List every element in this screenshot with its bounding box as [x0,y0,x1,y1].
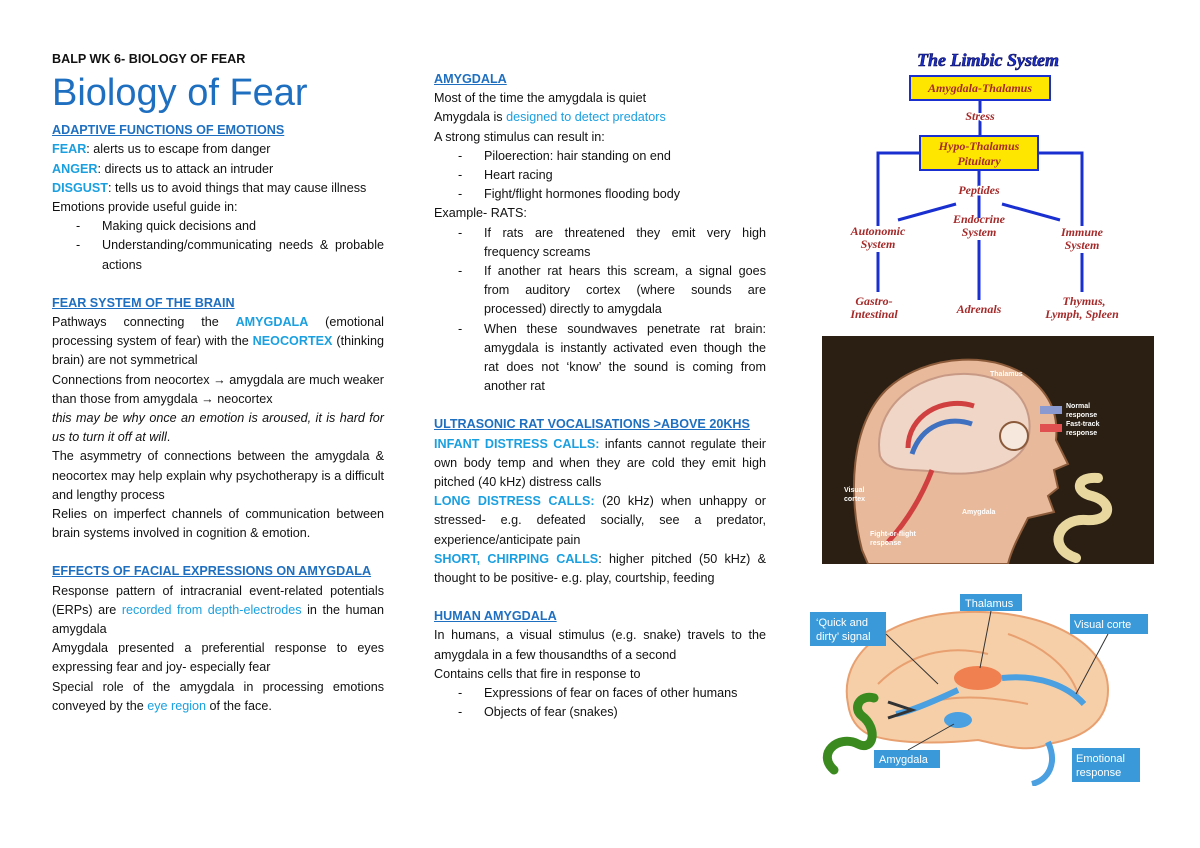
immune-label: Immune [1060,225,1104,239]
brain-amygdala-label: Amygdala [879,754,928,766]
intestinal-label: Intestinal [850,307,898,321]
cells-list [434,684,766,722]
amygdala-thalamus-label: Amygdala-Thalamus [927,81,1033,95]
erp-paragraph: Response pattern of intracranial event-related potentials (ERPs) are recorded from depth-electrodes in the human amygdala [52,583,384,637]
disgust-line: DISGUST: tells us to avoid things that may cause illness [52,180,367,195]
doc-kicker: BALP WK 6- BIOLOGY OF FEAR [52,52,246,66]
limbic-title: The Limbic System [917,50,1059,70]
immune-system-label: System [1064,238,1100,252]
pituitary-label: Pituitary [957,154,1001,168]
quick-dirty-signal-figure [808,594,1150,786]
adrenals-label: Adrenals [956,302,1002,316]
guide-line: Emotions provide useful guide in: [52,200,238,215]
designed-line: Amygdala is designed to detect predators [434,110,666,125]
amygdala-shape [944,712,972,728]
gastro-label: Gastro- [855,294,893,308]
asymmetry-paragraph: The asymmetry of connections between the amygdala & neocortex may help explain why psychotherapy is a difficult and lengthy process [52,449,384,502]
list-item: - Objects of fear (snakes) [484,703,766,722]
brain-visual-cortex-label: Visual corte [1074,619,1132,631]
stimulus-line: A strong stimulus can result in: [434,129,605,144]
page-title: Biology of Fear [52,72,308,115]
hypothalamus-label: Hypo-Thalamus [938,139,1020,153]
list-item: - Fight/flight hormones flooding body [484,185,766,204]
infant-calls: INFANT DISTRESS CALLS: infants cannot regulate their own body temp and when they are cold they emit high pitched (40 kHz) distress calls [434,436,766,490]
normal-response-label: Normal [1066,403,1091,410]
list-item: - Expressions of fear on faces of other humans [484,684,766,703]
list-item: - Piloerection: hair standing on end [484,147,766,166]
fast-track-label: Fast-track [1066,421,1100,428]
connections-paragraph: Connections from neocortex → amygdala are much weaker than those from amygdala → neocortex [52,372,384,406]
lymph-spleen-label: Lymph, Spleen [1045,307,1119,321]
list-item: - When these soundwaves penetrate rat brain: amygdala is instantly activated even though the rat does not ‘know’ the sound is coming from another rat [484,320,766,397]
pathways-paragraph: Pathways connecting the AMYGDALA (emotional processing system of fear) with the NEOCORTEX (thinking brain) are not symmetrical [52,315,384,368]
example-line: Example- RATS: [434,206,527,221]
eye-region-paragraph: Special role of the amygdala in processing emotions conveyed by the eye region of the face. [52,679,384,713]
head-amygdala-label: Amygdala [962,509,996,516]
section-heading-adaptive: ADAPTIVE FUNCTIONS OF EMOTIONS [52,123,285,138]
quick-dirty-label: ‘Quick and [816,617,868,629]
list-item: - If rats are threatened they emit very high frequency screams [484,224,766,262]
section-heading-fear-system: FEAR SYSTEM OF THE BRAIN [52,295,235,310]
fight-flight-label: Fight-or-flight [870,531,916,538]
emotional-response-label-2: response [1076,767,1122,779]
rats-list [434,224,766,397]
italic-note: this may be why once an emotion is aroused, it is hard for us to turn it off at will. [52,411,384,445]
head-thalamus-label: Thalamus [990,371,1023,378]
head-visual-cortex-label: Visual [844,487,865,494]
fast-track-label-2: response [1066,430,1098,437]
section-heading-facial: EFFECTS OF FACIAL EXPRESSIONS ON AMYGDALA [52,564,372,579]
fear-line: FEAR: alerts us to escape from danger [52,142,271,157]
left-column [52,50,384,716]
section-heading-ultrasonic: ULTRASONIC RAT VOCALISATIONS >ABOVE 20KHS [434,417,750,432]
thymus-label: Thymus, [1062,294,1106,308]
quiet-line: Most of the time the amygdala is quiet [434,91,647,106]
list-item: - If another rat hears this scream, a signal goes from auditory cortex (where sounds are processed) directly to amygdala [484,262,766,320]
stimulus-list [434,147,766,205]
section-heading-amygdala: AMYGDALA [434,72,507,86]
thalamus-shape [954,666,1002,690]
visual-stimulus-paragraph: In humans, a visual stimulus (e.g. snake) travels to the amygdala in a few thousandths of a second [434,628,766,662]
peptides-label: Peptides [958,183,1000,197]
fear-pathway-head-figure [822,336,1154,564]
cells-line: Contains cells that fire in response to [434,666,641,681]
list-item: - Understanding/communicating needs & probable actions [102,236,384,274]
fight-flight-label-2: response [870,540,902,547]
list-item: - Making quick decisions and [102,217,384,236]
emotional-response-label: Emotional [1076,753,1125,765]
autonomic-label: Autonomic [850,224,906,238]
normal-response-label-2: response [1066,412,1098,419]
stress-label: Stress [965,109,995,123]
head-visual-cortex-label-2: cortex [844,496,866,503]
long-calls: LONG DISTRESS CALLS: (20 kHz) when unhappy or stressed- e.g. defeated socially, see a predator, experience/anticipate pain [434,494,766,547]
endocrine-system-label: System [961,225,997,239]
short-calls: SHORT, CHIRPING CALLS: higher pitched (50 kHz) & thought to be positive- e.g. play, courtship, feeding [434,551,766,586]
channels-paragraph: Relies on imperfect channels of communication between brain systems involved in cognition & emotion. [52,507,384,541]
autonomic-system-label: System [860,237,896,251]
endocrine-label: Endocrine [952,212,1006,226]
anger-line: ANGER: directs us to attack an intruder [52,161,274,176]
brain-thalamus-label: Thalamus [965,598,1014,610]
quick-dirty-label-2: dirty’ signal [816,631,871,643]
list-item: - Heart racing [484,166,766,185]
limbic-system-diagram [838,46,1138,328]
guide-list [52,217,384,275]
middle-column [434,70,766,723]
preferential-paragraph: Amygdala presented a preferential response to eyes expressing fear and joy- especially fear [52,641,384,675]
section-heading-human-amygdala: HUMAN AMYGDALA [434,609,557,624]
